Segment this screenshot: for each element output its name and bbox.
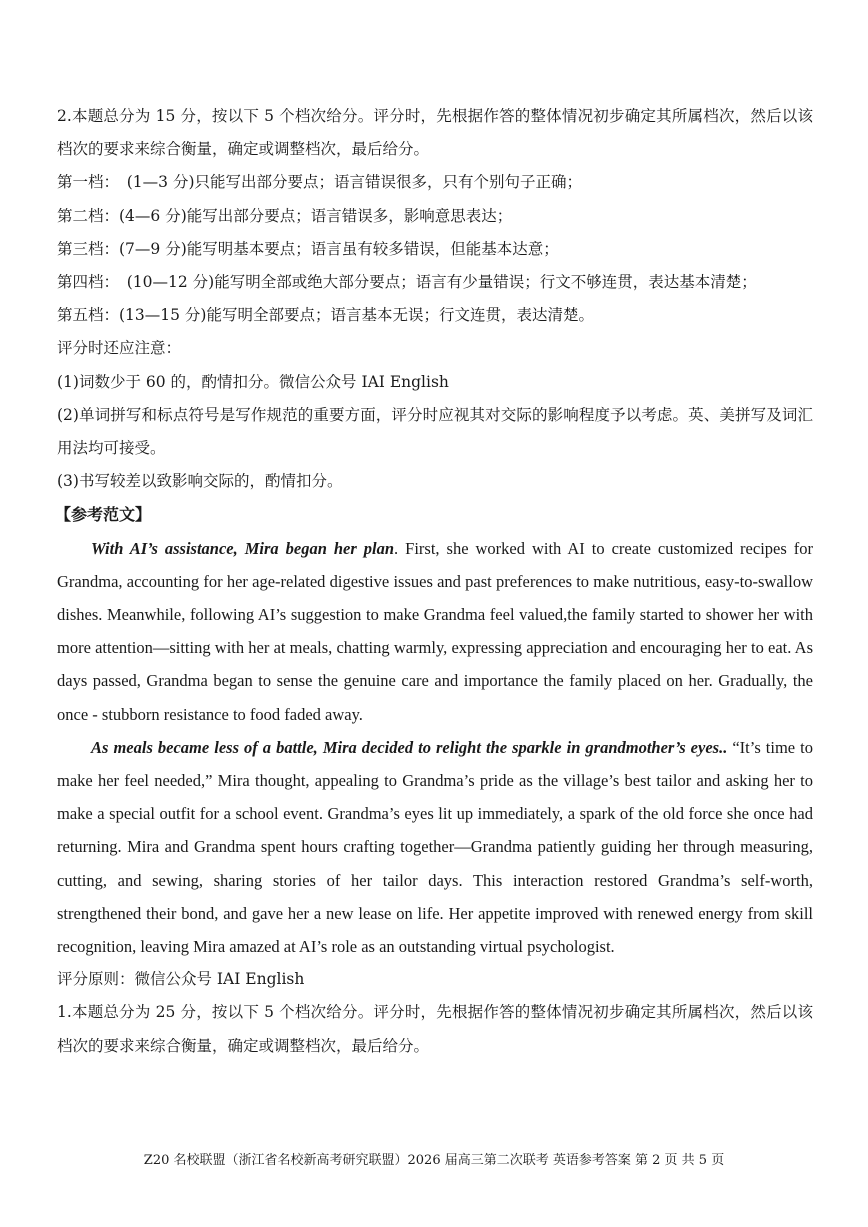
sample-paragraph-2-body: “It’s time to make her feel needed,” Mira thought, appealing to Grandma’s pride as the village’s best tailor and asking her to make a special outfit for a school event. Grandma’s eyes lit up immediately, a spark of the old force she once had returning. Mira and Grandma spent hours crafting together—Grandma patiently guiding her through measuring, cutting, and sewing, sharing stories of her tailor days. This interaction restored Grandma’s self-worth, strengthened their bond, and gave her a new lease on life. Her appetite improved with renewed energy from skill recognition, leaving Mira amazed at AI’s role as an outstanding virtual psychologist. bbox=[57, 737, 813, 957]
sample-paragraph-1-lead: With AI’s assistance, Mira began her plan bbox=[91, 538, 395, 558]
rubric-note-3: (3)书写较差以致影响交际的，酌情扣分。 bbox=[57, 472, 343, 491]
page-footer: Z20 名校联盟（浙江省名校新高考研究联盟）2026 届高三第二次联考 英语参考答案 第 2 页 共 5 页 bbox=[143, 1153, 725, 1168]
rubric-note-1: (1)词数少于 60 的，酌情扣分。微信公众号 IAI English bbox=[57, 372, 449, 391]
rubric-intro: 2.本题总分为 15 分，按以下 5 个档次给分。评分时，先根据作答的整体情况初步确定其所属档次，然后以该档次的要求来综合衡量，确定或调整档次，最后给分。 bbox=[57, 107, 813, 159]
rubric-level-1: 第一档： (1—3 分)只能写出部分要点；语言错误很多，只有个别句子正确； bbox=[57, 173, 582, 192]
rubric-level-2: 第二档：(4—6 分)能写出部分要点；语言错误多，影响意思表达； bbox=[57, 206, 513, 225]
rubric-level-3: 第三档：(7—9 分)能写明基本要点；语言虽有较多错误，但能基本达意； bbox=[57, 239, 559, 258]
rubric-notes-title: 评分时还应注意： bbox=[57, 339, 182, 358]
sample-paragraph-1 bbox=[57, 532, 813, 731]
document-body bbox=[57, 100, 813, 1063]
rubric-level-4: 第四档： (10—12 分)能写明全部或绝大部分要点；语言有少量错误；行文不够连贯，表达基本清楚； bbox=[57, 273, 757, 292]
rubric-level-5: 第五档：(13—15 分)能写明全部要点；语言基本无误；行文连贯，表达清楚。 bbox=[57, 306, 594, 325]
rubric-b-intro: 1.本题总分为 25 分，按以下 5 个档次给分。评分时，先根据作答的整体情况初步确定其所属档次，然后以该档次的要求来综合衡量，确定或调整档次，最后给分。 bbox=[57, 1003, 813, 1055]
rubric-b-title: 评分原则：微信公众号 IAI English bbox=[57, 970, 305, 989]
sample-paragraph-1-body: . First, she worked with AI to create customized recipes for Grandma, accounting for her age-related digestive issues and past preferences to make nutritious, easy-to-swallow dishes. Meanwhile, following AI’s suggestion to make Grandma feel valued,the family started to shower her with more attention—sitting with her at meals, chatting warmly, expressing appreciation and encouraging her to eat. As days passed, Grandma began to sense the genuine care and importance the family placed on her. Gradually, the once - stubborn resistance to food faded away. bbox=[57, 538, 813, 724]
sample-paragraph-2-lead: As meals became less of a battle, Mira decided to relight the sparkle in grandmother’s eyes.. bbox=[91, 737, 728, 757]
sample-paragraph-2 bbox=[57, 731, 813, 963]
sample-heading: 【参考范文】 bbox=[55, 505, 152, 525]
rubric-note-2: (2)单词拼写和标点符号是写作规范的重要方面，评分时应视其对交际的影响程度予以考虑。英、美拼写及词汇用法均可接受。 bbox=[57, 405, 813, 458]
